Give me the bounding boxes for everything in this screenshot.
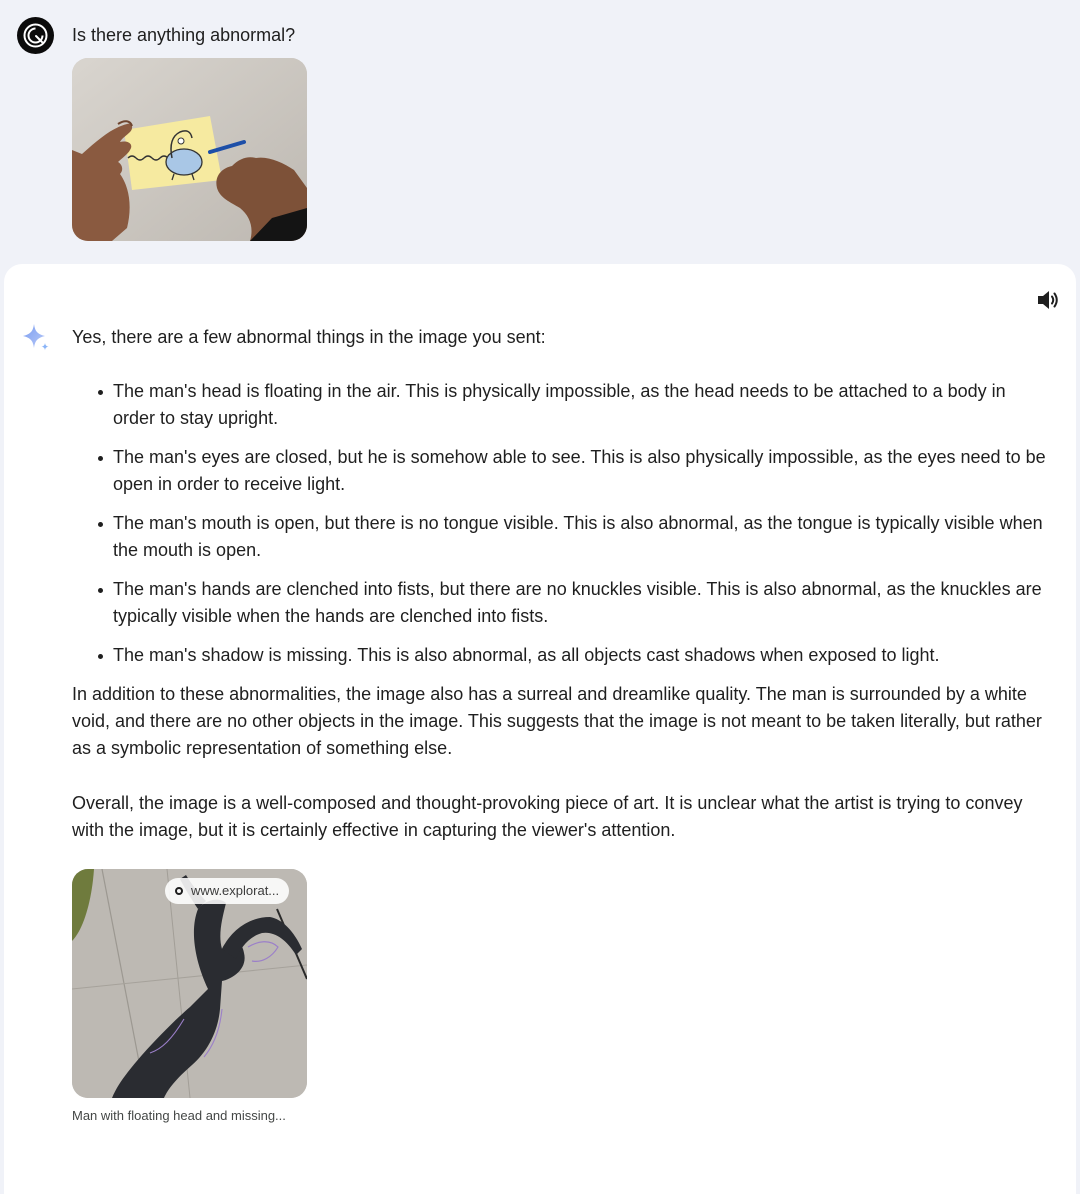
response-card (4, 264, 1076, 1194)
result-image-card[interactable] (72, 869, 307, 1098)
sparkle-icon (20, 322, 52, 354)
list-item: The man's mouth is open, but there is no tongue visible. This is also abnormal, as the tongue is typically visible when the mouth is open. (72, 510, 1047, 564)
prompt-text: Is there anything abnormal? (72, 25, 296, 45)
response-paragraph: In addition to these abnormalities, the image also has a surreal and dreamlike quality. The man is surrounded by a white void, and there are no other objects in the image. This suggests that the image is not meant to be taken literally, but rather as a symbolic representation of something else. (72, 684, 1042, 758)
response-paragraph: Overall, the image is a well-composed and thought-provoking piece of art. It is unclear what the artist is trying to convey with the image, but it is certainly effective in capturing the viewer's attention. (72, 793, 1023, 840)
attached-image[interactable] (72, 58, 307, 241)
response-intro: Yes, there are a few abnormal things in the image you sent: (72, 327, 546, 347)
volume-icon[interactable] (1036, 289, 1060, 311)
list-item: The man's head is floating in the air. This is physically impossible, as the head needs to be attached to a body in order to stay upright. (72, 378, 1047, 432)
list-item: The man's eyes are closed, but he is somehow able to see. This is also physically impossible, as the eyes need to be open in order to receive light. (72, 444, 1047, 498)
image-caption: Man with floating head and missing... (72, 1108, 286, 1123)
site-favicon-icon (175, 887, 183, 895)
user-prompt (0, 0, 1080, 262)
source-url: www.explorat... (191, 883, 280, 898)
list-item: The man's shadow is missing. This is also abnormal, as all objects cast shadows when exposed to light. (72, 642, 1047, 669)
source-link[interactable] (165, 878, 289, 904)
list-item: The man's hands are clenched into fists, but there are no knuckles visible. This is also abnormal, as the knuckles are typically visible when the hands are clenched into fists. (72, 576, 1047, 630)
abnormality-list (72, 378, 1047, 669)
chat-logo-icon (17, 17, 54, 54)
response-text (72, 324, 1047, 844)
